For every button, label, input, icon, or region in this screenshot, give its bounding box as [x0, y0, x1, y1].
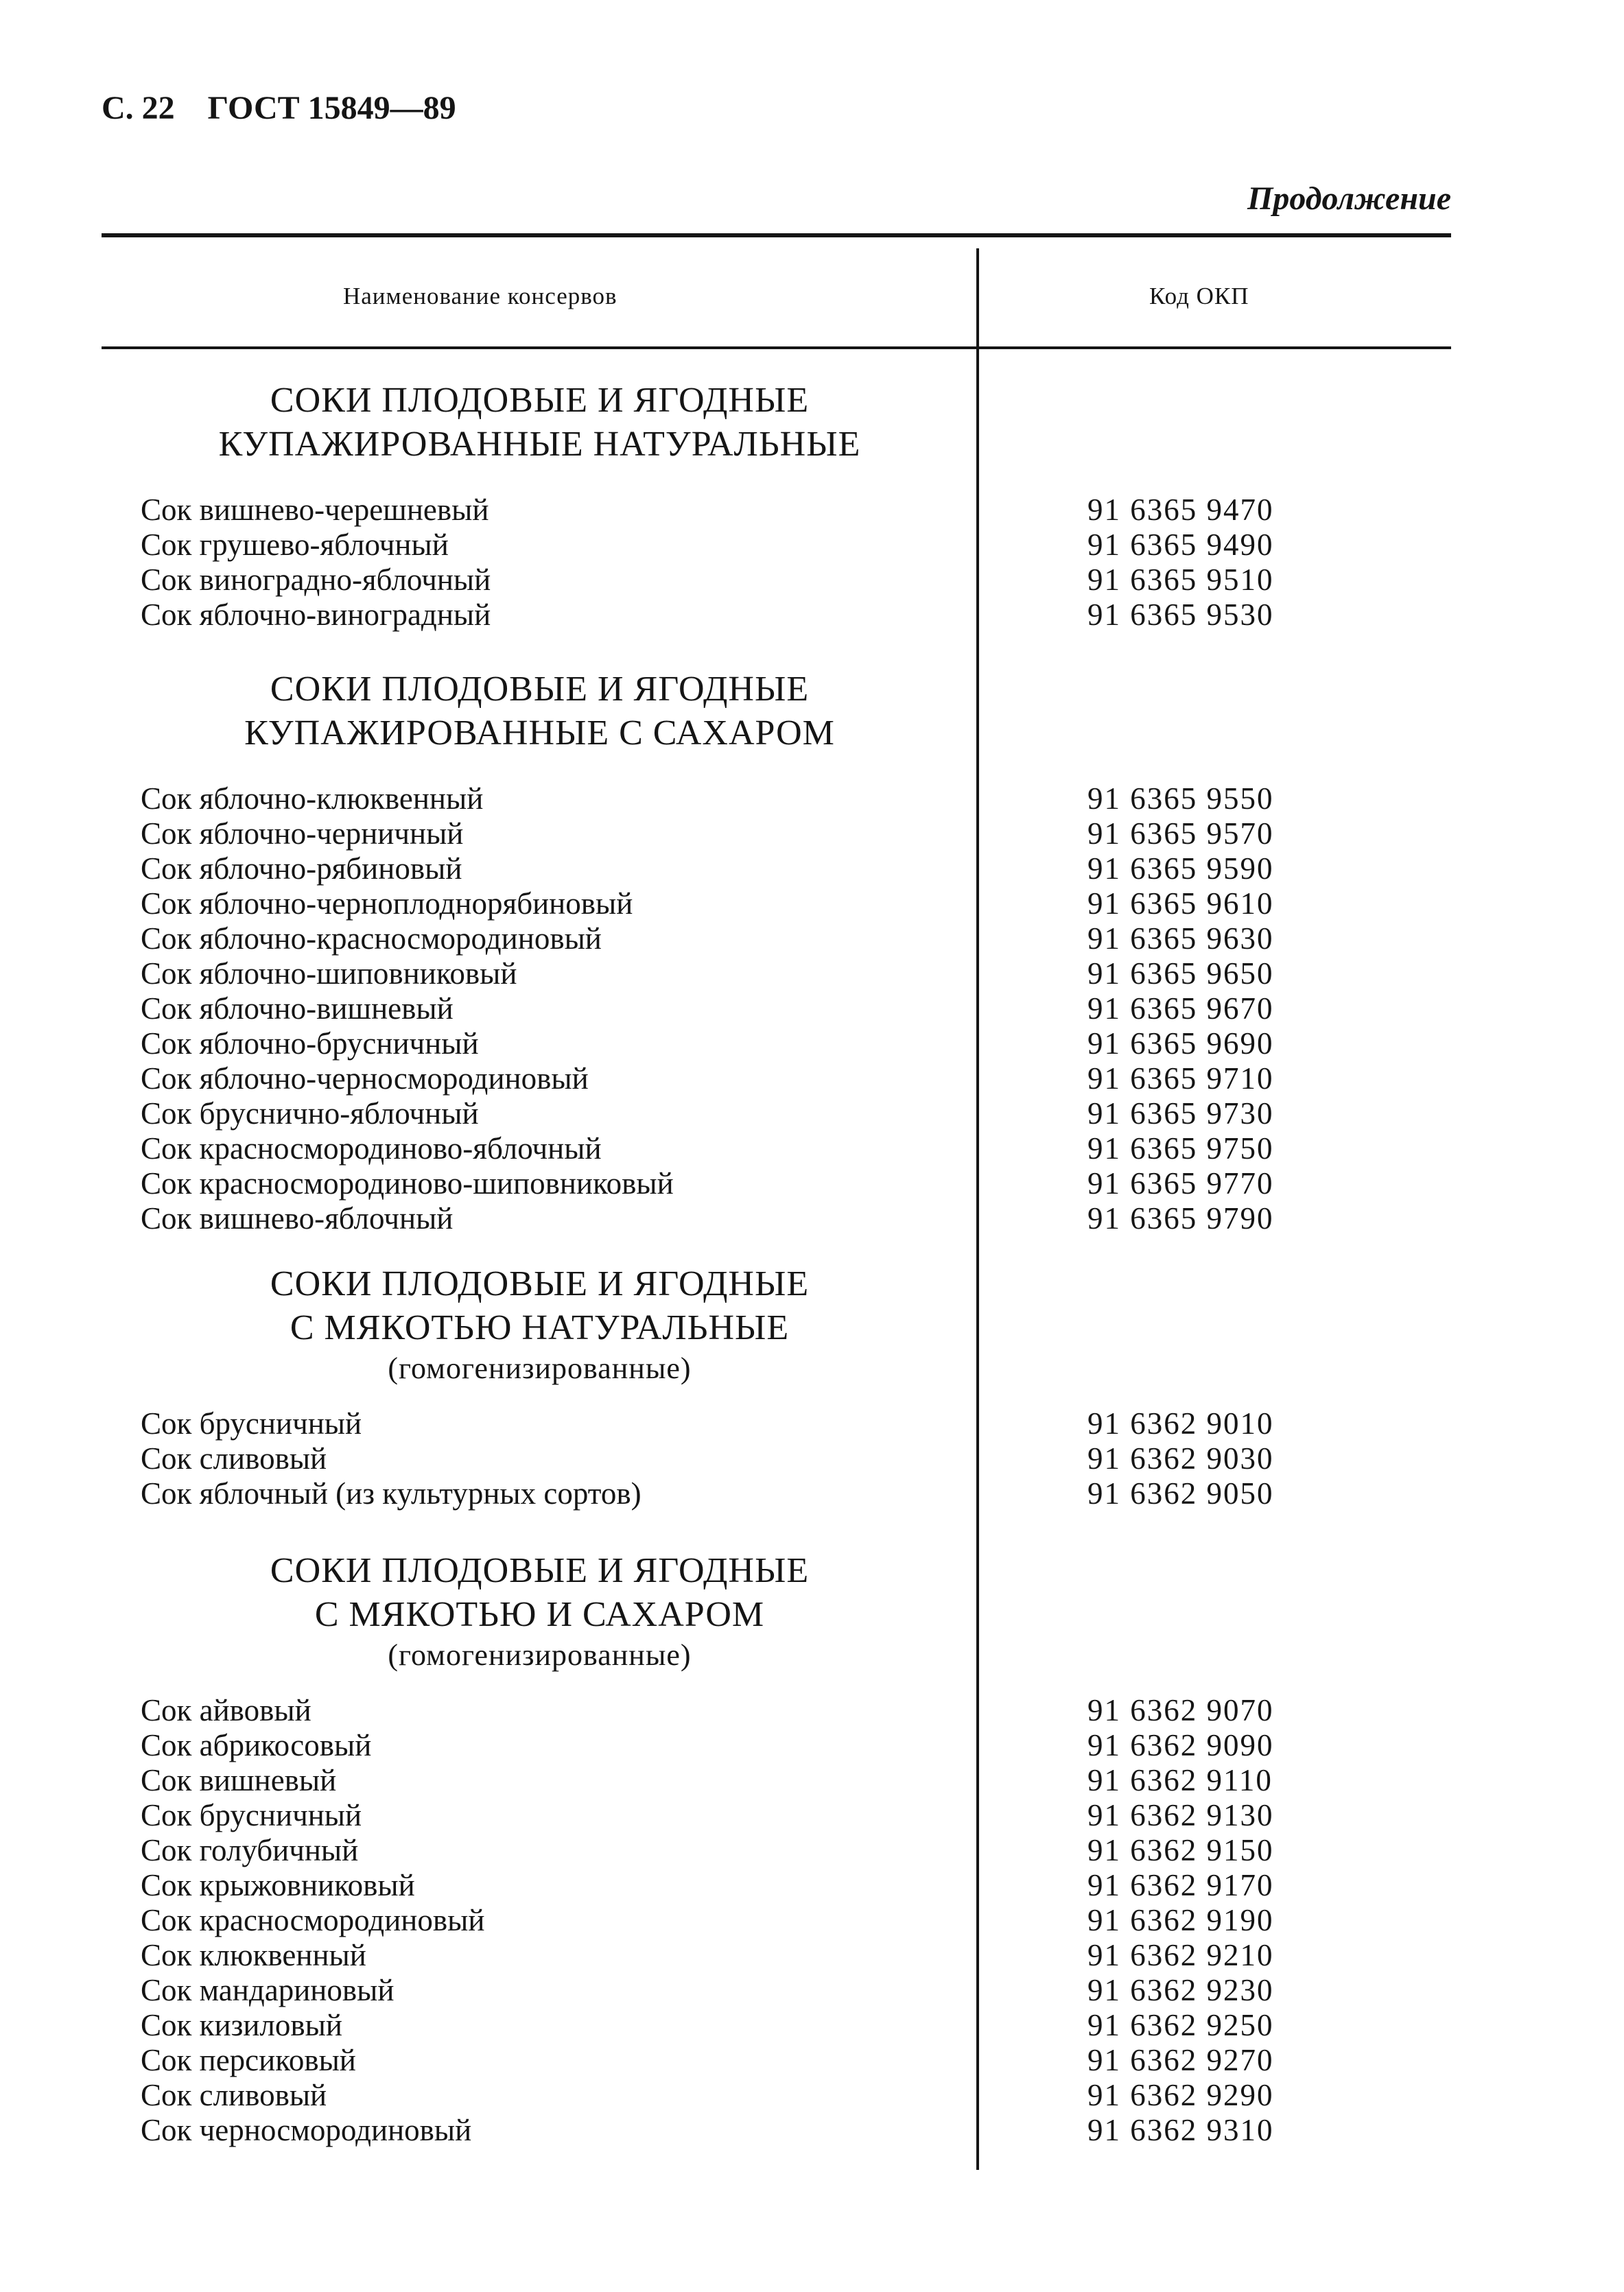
product-name: Сок сливовый — [141, 2078, 327, 2112]
section-blended-natural — [117, 379, 1274, 633]
table-row — [117, 1131, 1274, 1166]
product-name: Сок бруснично-яблочный — [141, 1096, 479, 1131]
okp-code: 91 6365 9590 — [1087, 851, 1274, 886]
product-name: Сок виноградно-яблочный — [141, 563, 491, 597]
table-row — [117, 1476, 1274, 1511]
table-row — [117, 1441, 1274, 1476]
okp-code: 91 6365 9790 — [1087, 1201, 1274, 1236]
table-row — [117, 1833, 1274, 1868]
table-row — [117, 781, 1274, 816]
section-pulp-sugar — [117, 1549, 1274, 2148]
table-row — [117, 2113, 1274, 2148]
table-row — [117, 886, 1274, 921]
product-name: Сок красносмородиново-шиповниковый — [141, 1166, 674, 1201]
table-row — [117, 851, 1274, 886]
okp-code: 91 6362 9310 — [1087, 2113, 1274, 2147]
table-row — [117, 1096, 1274, 1131]
table-row — [117, 528, 1274, 563]
section-title: СОКИ ПЛОДОВЫЕ И ЯГОДНЫЕ — [270, 1551, 810, 1590]
okp-code: 91 6362 9290 — [1087, 2078, 1274, 2112]
product-name: Сок голубичный — [141, 1833, 359, 1867]
okp-code: 91 6365 9690 — [1087, 1026, 1274, 1061]
product-name: Сок яблочно-красносмородиновый — [141, 921, 602, 956]
table-row — [117, 598, 1274, 633]
product-name: Сок красносмородиново-яблочный — [141, 1131, 602, 1166]
standard-number: ГОСТ 15849—89 — [207, 90, 456, 126]
table-row — [117, 1973, 1274, 2008]
section-subtitle: (гомогенизированные) — [388, 1638, 692, 1672]
okp-code: 91 6362 9110 — [1087, 1763, 1273, 1797]
product-name: Сок красносмородиновый — [141, 1903, 485, 1937]
okp-code: 91 6365 9650 — [1087, 956, 1274, 991]
item-list — [117, 1693, 1274, 2148]
section-title: КУПАЖИРОВАННЫЕ С САХАРОМ — [244, 713, 835, 753]
table-row — [117, 921, 1274, 956]
table-row — [117, 991, 1274, 1026]
product-name: Сок брусничный — [141, 1406, 362, 1441]
okp-code: 91 6365 9730 — [1087, 1096, 1274, 1131]
product-name: Сок яблочно-черноплоднорябиновый — [141, 886, 633, 921]
item-list — [117, 781, 1274, 1236]
section-pulp-natural — [117, 1262, 1274, 1511]
product-name: Сок вишнево-черешневый — [141, 493, 489, 527]
section-title: С МЯКОТЬЮ И САХАРОМ — [314, 1595, 765, 1634]
product-name: Сок яблочный (из культурных сортов) — [141, 1476, 642, 1511]
okp-code: 91 6365 9570 — [1087, 816, 1274, 851]
okp-code: 91 6362 9070 — [1087, 1693, 1274, 1727]
okp-code: 91 6362 9130 — [1087, 1798, 1274, 1832]
okp-code: 91 6362 9270 — [1087, 2043, 1274, 2077]
okp-code: 91 6365 9530 — [1087, 598, 1274, 632]
item-list — [117, 493, 1274, 633]
product-name: Сок мандариновый — [141, 1973, 395, 2007]
product-name: Сок яблочно-рябиновый — [141, 851, 462, 886]
continuation-label: Продолжение — [1247, 180, 1451, 217]
table-row — [117, 1938, 1274, 1973]
table-row — [117, 1693, 1274, 1728]
table-row — [117, 956, 1274, 991]
product-name: Сок яблочно-виноградный — [141, 598, 491, 632]
table-row — [117, 493, 1274, 528]
okp-code: 91 6365 9710 — [1087, 1061, 1274, 1096]
okp-code: 91 6365 9670 — [1087, 991, 1274, 1026]
product-name: Сок крыжовниковый — [141, 1868, 415, 1902]
table-row — [117, 2008, 1274, 2043]
section-title: СОКИ ПЛОДОВЫЕ И ЯГОДНЫЕ — [270, 1264, 810, 1303]
okp-code: 91 6362 9010 — [1087, 1406, 1274, 1441]
product-name: Сок черносмородиновый — [141, 2113, 472, 2147]
product-name: Сок брусничный — [141, 1798, 362, 1832]
product-name: Сок яблочно-вишневый — [141, 991, 454, 1026]
column-divider — [976, 248, 979, 2170]
table-row — [117, 1763, 1273, 1798]
okp-code: 91 6362 9170 — [1087, 1868, 1274, 1902]
product-name: Сок кизиловый — [141, 2008, 342, 2042]
section-blended-sugar — [117, 667, 1274, 1236]
product-name: Сок абрикосовый — [141, 1728, 372, 1762]
product-name: Сок яблочно-брусничный — [141, 1026, 479, 1061]
item-list — [117, 1406, 1274, 1511]
okp-code: 91 6362 9150 — [1087, 1833, 1274, 1867]
product-name: Сок клюквенный — [141, 1938, 366, 1972]
okp-code: 91 6362 9210 — [1087, 1938, 1274, 1972]
product-name: Сок грушево-яблочный — [141, 528, 449, 562]
column-header-name: Наименование консервов — [343, 283, 617, 309]
table-row — [117, 1026, 1274, 1061]
okp-code: 91 6365 9510 — [1087, 563, 1274, 597]
table-row — [117, 1061, 1274, 1096]
okp-code: 91 6365 9750 — [1087, 1131, 1274, 1166]
okp-code: 91 6365 9550 — [1087, 781, 1274, 816]
table-row — [117, 2078, 1274, 2113]
okp-code: 91 6362 9090 — [1087, 1728, 1274, 1762]
table-row — [117, 1201, 1274, 1236]
product-name: Сок яблочно-черничный — [141, 816, 464, 851]
table-row — [117, 1868, 1274, 1903]
okp-code: 91 6362 9230 — [1087, 1973, 1274, 2007]
okp-code: 91 6365 9490 — [1087, 528, 1274, 562]
okp-code: 91 6365 9630 — [1087, 921, 1274, 956]
okp-code: 91 6365 9470 — [1087, 493, 1274, 527]
table-row — [117, 1903, 1274, 1938]
table-top-rule — [102, 233, 1451, 237]
okp-code: 91 6365 9610 — [1087, 886, 1274, 921]
page-header — [102, 89, 456, 127]
section-title: СОКИ ПЛОДОВЫЕ И ЯГОДНЫЕ — [270, 381, 810, 420]
product-name: Сок яблочно-клюквенный — [141, 781, 484, 816]
table-row — [117, 816, 1274, 851]
product-name: Сок айвовый — [141, 1693, 311, 1727]
page-number: С. 22 — [102, 90, 175, 126]
section-title: СОКИ ПЛОДОВЫЕ И ЯГОДНЫЕ — [270, 670, 810, 709]
section-title: КУПАЖИРОВАННЫЕ НАТУРАЛЬНЫЕ — [218, 425, 861, 464]
table-row — [117, 563, 1274, 598]
product-name: Сок персиковый — [141, 2043, 356, 2077]
product-name: Сок вишнево-яблочный — [141, 1201, 454, 1236]
table-row — [117, 1728, 1274, 1763]
product-name: Сок вишневый — [141, 1763, 337, 1797]
section-subtitle: (гомогенизированные) — [388, 1351, 692, 1385]
table-row — [117, 1166, 1274, 1201]
product-name: Сок яблочно-шиповниковый — [141, 956, 517, 991]
table-row — [117, 1798, 1274, 1833]
okp-code: 91 6362 9190 — [1087, 1903, 1274, 1937]
column-header-code: Код ОКП — [1149, 283, 1249, 309]
okp-code: 91 6362 9030 — [1087, 1441, 1274, 1476]
okp-code: 91 6365 9770 — [1087, 1166, 1274, 1201]
table-header-rule — [102, 346, 1451, 349]
okp-code: 91 6362 9050 — [1087, 1476, 1274, 1511]
product-name: Сок сливовый — [141, 1441, 327, 1476]
okp-code: 91 6362 9250 — [1087, 2008, 1274, 2042]
table-row — [117, 1406, 1274, 1441]
section-title: С МЯКОТЬЮ НАТУРАЛЬНЫЕ — [290, 1308, 790, 1347]
table-row — [117, 2043, 1274, 2078]
product-name: Сок яблочно-черносмородиновый — [141, 1061, 589, 1096]
